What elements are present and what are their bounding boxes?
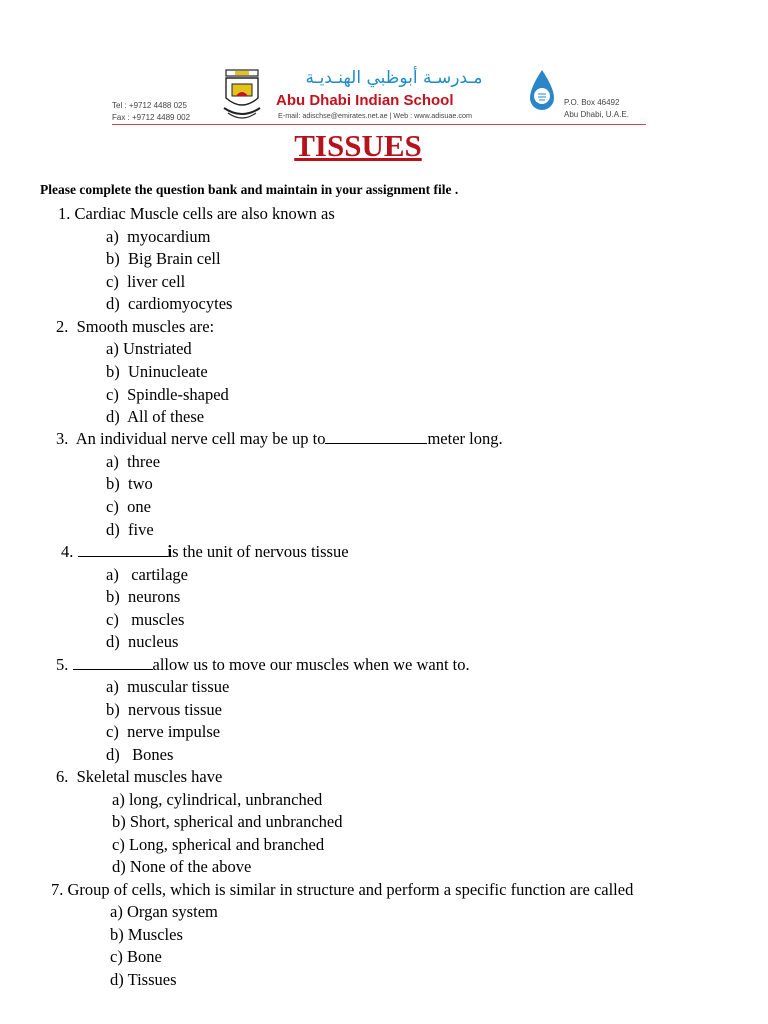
option-5b: b) nervous tissue [106,700,222,719]
question-1 [58,204,335,224]
option-7b: b) Muscles [110,925,183,944]
option-4b: b) neurons [106,587,181,606]
answer-blank[interactable] [325,429,427,444]
question-6: 6. Skeletal muscles have [56,767,223,786]
option-1d: d) cardiomyocytes [106,294,233,313]
option-4c: c) muscles [106,610,185,629]
question-4: 4. is the unit of nervous tissue [61,542,349,561]
option-2c: c) Spindle-shaped [106,385,229,404]
option-6d: d) None of the above [112,857,252,876]
option-1b: b) Big Brain cell [106,249,221,268]
question-3: 3. An individual nerve cell may be up to meter long. [56,429,503,448]
school-crest-logo [218,68,266,124]
option-6c: c) Long, spherical and branched [112,835,325,854]
option-7d: d) Tissues [110,970,177,989]
city: Abu Dhabi, U.A.E. [564,110,629,119]
option-6b: b) Short, spherical and unbranched [112,812,343,831]
header-divider [112,124,646,125]
question-text: Cardiac Muscle cells are also known as [74,204,335,223]
question-5: 5. allow us to move our muscles when we want to. [56,655,470,674]
option-7c: c) Bone [110,947,162,966]
water-drop-logo [526,68,558,112]
page-title: TISSUES [294,128,422,163]
option-4d: d) nucleus [106,632,179,651]
school-name: Abu Dhabi Indian School [276,92,454,109]
school-name-arabic: مـدرسـة أبوظبي الهنـديـة [305,68,483,88]
question-7: 7. Group of cells, which is similar in structure and perform a specific function are called [51,880,634,899]
option-5d: d) Bones [106,745,174,764]
fax-number: Fax : +9712 4489 002 [112,113,191,122]
address-block [564,97,629,121]
option-2b: b) Uninucleate [106,362,208,381]
option-5a: a) muscular tissue [106,677,230,696]
option-2a: a) Unstriated [106,339,192,358]
answer-blank[interactable] [73,655,153,670]
po-box: P.O. Box 46492 [564,98,620,107]
option-3d: d) five [106,520,154,539]
tel-number: Tel : +9712 4488 025 [112,101,187,110]
option-3a: a) three [106,452,161,471]
contact-line: E-mail: adischse@emirates.net.ae | Web : www.adisuae.com [278,111,472,120]
question-2: 2. Smooth muscles are: [56,317,215,336]
option-5c: c) nerve impulse [106,722,221,741]
letterhead [92,58,652,126]
instruction-text: Please complete the question bank and maintain in your assignment file . [40,182,459,197]
phone-block [112,100,190,124]
option-3c: c) one [106,497,151,516]
option-7a: a) Organ system [110,902,218,921]
question-number: 1. [58,204,71,223]
option-4a: a) cartilage [106,565,188,584]
option-6a: a) long, cylindrical, unbranched [112,790,323,809]
option-1a: a) myocardium [106,227,211,246]
option-1c: c) liver cell [106,272,186,291]
option-2d: d) All of these [106,407,205,426]
option-3b: b) two [106,474,153,493]
answer-blank[interactable] [78,542,168,557]
